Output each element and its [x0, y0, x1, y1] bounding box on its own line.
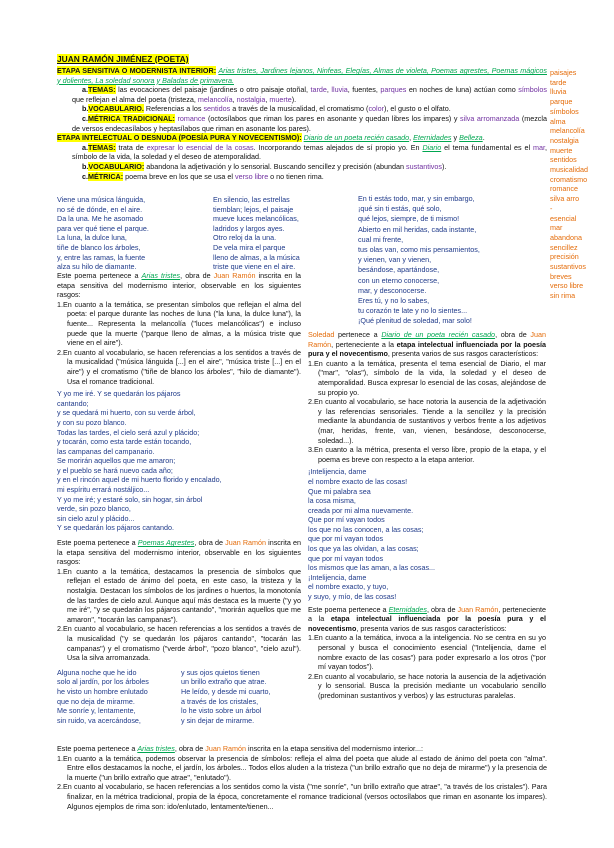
styled-text-run: ETAPA SENSITIVA O MODERNISTA INTERIOR: [57, 66, 217, 75]
poem-line: lo he visto sobre un árbol [181, 706, 262, 716]
styled-text-run: silva arromanzada [460, 113, 520, 123]
poem-line: la cosa misma, [308, 496, 356, 506]
poem-line: he visto un hombre enlutado [57, 686, 148, 696]
poem-soledad [358, 194, 546, 327]
stage-sensitiva-metrics [57, 114, 547, 133]
poem-line: Otro reloj da la una. [213, 233, 277, 243]
text-run: ). [441, 161, 447, 171]
analysis-point: 1.En cuanto a la temática, presenta el tema esencial de Diario, el mar ("mar", "olas"), símbolo de la vida, la soledad y el deseo de atemporalidad. Busca expresar lo esencial de las cosas, alejándose de su propio yo. [308, 358, 546, 397]
poem-line: ¡qué sin ti estás, qué solo, [358, 204, 442, 214]
poem-line: qué lejos, siempre, de ti mismo! [358, 214, 460, 224]
analysis-point: 1.En cuanto a la temática, destacamos la presencia de símbolos que reflejan el estado de ánimo del poeta, en este caso, la tristeza y la nostalgia. Destacan los símbolos de los jardines o huertos, la monotonía de las tardes de cielo azul. Aunque aquí más destaca es la muerte ("y yo me iré", "y se quedarán los pájaros cantando", "morirán aquellos que me amaron", "tocarán las campanas"). [57, 566, 301, 624]
stage-intelectual-metrics [57, 172, 547, 182]
analysis-point: 2.En cuanto al vocabulario, se hace notoria la ausencia de la adjetivación y lo sensorial. Busca la precisión mediante un vocabulario sencillo (predominan sustantivos y verbos) y las estructuras paralelas. [308, 671, 546, 700]
styled-text-run: c. [82, 171, 88, 181]
text-run: a través de la musicalidad, el cromatismo ( [230, 104, 369, 114]
poem-column [57, 668, 177, 726]
text-run: , [232, 94, 237, 104]
poem-line: cual mi frente, [358, 234, 404, 244]
styled-text-run: a. [82, 85, 88, 95]
poem-line: para ver qué tiene el parque. [57, 223, 149, 233]
styled-text-run: parques [380, 85, 407, 95]
styled-text-run: Arias tristes [137, 744, 175, 753]
poem-arias-stanza-1 [57, 195, 209, 272]
poem-line: solo al jardín, por los árboles [57, 677, 149, 687]
analysis-point: 2.En cuanto al vocabulario, se hace notoria la ausencia de la adjetivación y las referencias sensoriales. Tiende a la sencillez y la precisión mediante la abundancia de sustantivos y verbos frente a los adjetivos (mar, heridas, frente, van, vienen, besándose, desconocerse, soledad...). [308, 397, 546, 445]
poem-line: ¡Intelijencia, dame [308, 572, 367, 582]
margin-keyword: breves [550, 271, 572, 281]
page-title [57, 54, 547, 65]
text-run: y [451, 133, 460, 143]
poem-line: los que ya las olvidan, a las cosas; [308, 544, 419, 554]
margin-keyword: paisajes [550, 68, 577, 77]
text-run: poema breve en los que se usa el [123, 171, 236, 181]
text-run: Este poema pertenece a [308, 604, 389, 614]
poem-line: Viene una música lánguida, [57, 195, 146, 204]
margin-keyword: - [550, 203, 553, 213]
styled-text-run: Juan Ramón [205, 744, 246, 753]
text-run: , presenta varios de sus rasgos característicos: [356, 623, 507, 633]
left-column [57, 271, 301, 725]
margin-keyword: silva arro [550, 194, 580, 204]
styled-text-run: mar [533, 142, 546, 152]
poem-line: y tocarán, como esta tarde están tocando, [57, 437, 192, 447]
poem-line: Y se quedarán los pájaros cantando. [57, 523, 174, 533]
text-run: . [482, 133, 485, 143]
poem-line: Me sonríe y, lentamente, [57, 706, 136, 716]
page-title-text: JUAN RAMÓN JIMÉNEZ (POETA) [57, 54, 189, 64]
styled-text-run: expresar lo esencial de la cosas [146, 142, 254, 152]
margin-keyword: melancolía [550, 126, 585, 136]
poem-line: cantando; [57, 398, 89, 408]
stage-sensitiva-heading [57, 66, 547, 85]
poem-line: Todas las tardes, el cielo será azul y plácido; [57, 427, 200, 437]
text-run: , fuentes, [347, 85, 381, 95]
analysis-point: 3.En cuanto a la métrica, presenta el verso libre, propio de la etapa, y el poema es breve con respecto a la etapa anterior. [308, 445, 546, 464]
margin-keyword: verso libre [550, 281, 584, 291]
text-run: , perteneciente a la [331, 339, 397, 349]
poem-line: Y yo me iré. Y se quedarán los pájaros [57, 389, 181, 399]
styled-text-run: Soledad [308, 330, 335, 339]
styled-text-run: c. [82, 113, 88, 123]
poem-line: ¡Intelijencia, dame [308, 467, 367, 477]
margin-keyword: sencillez [550, 242, 578, 252]
styled-text-run: b. [82, 104, 89, 114]
styled-text-run: romance [177, 113, 206, 123]
poem-line: Que por mí vayan todos [308, 515, 385, 525]
text-run: , [409, 133, 414, 143]
poem-line: verde, sin pozo blanco, [57, 504, 131, 514]
text-run: , obra de [174, 744, 206, 753]
text-run: que reflejan el alma del poeta (tristeza, [72, 94, 198, 104]
poem-line: besándose, apartándose, [358, 265, 440, 275]
text-run: , símbolo de la vida, la soledad y el deseo de atemporalidad. [72, 142, 548, 162]
poem-line: sin cielo azul y plácido... [57, 513, 135, 523]
text-run: , obra de [194, 538, 226, 548]
poem-line: el nombre exacto, y tuyo, [308, 582, 389, 592]
margin-keyword: parque [550, 97, 573, 107]
poem-line: De vela mira el parque [213, 242, 286, 252]
poem-line: mar, y desconocerse. [358, 285, 427, 295]
poem-line: ¡Qué plenitud de soledad, mar solo! [358, 316, 472, 326]
analysis-point: 1.En cuanto a la temática, invoca a la inteligencia. No se centra en su yo personal y busca el conocimiento esencial ("Intelijencia, dame el nombre exacto de las cosas") para poder expresarlo a los otros ("por mí vayan todos"). [308, 633, 546, 672]
styled-text-run: melancolía [197, 94, 233, 104]
styled-text-run: sentidos [203, 104, 231, 114]
styled-text-run: Poemas Agrestes [137, 538, 195, 548]
poem-line: Alguna noche que he ido [57, 667, 137, 677]
styled-text-run: Juan Ramón [457, 604, 499, 614]
poem-line: En ti estás todo, mar, y sin embargo, [358, 194, 475, 203]
styled-text-run: Belleza [459, 133, 483, 143]
margin-keyword: tarde [550, 77, 567, 87]
styled-text-run: color [368, 104, 385, 114]
poem-line: que no deja de mirarme. [57, 696, 135, 706]
poem-line: ladridos y largos ayes. [213, 223, 285, 233]
styled-text-run: a. [82, 142, 88, 152]
analysis-intro [57, 744, 547, 754]
margin-keyword: mar [550, 223, 563, 233]
styled-text-run: lluvia [331, 85, 348, 95]
analysis-point: 2.En cuanto al vocabulario, se hacen referencias a los sentidos a través de la musicalidad ("y se quedarán los pájaros cantando", "tocarán las campanas") y el cromatismo ("verde árbol", "pozo blanco", "cielo azul"). Usa la silva arromanzada. [57, 624, 301, 663]
text-run: ). [291, 94, 297, 104]
text-run: inscrita en la etapa sensitiva del modernismo interior...: [246, 744, 423, 753]
poem-line: y se quedará mi huerto, con su verde árbol, [57, 408, 196, 418]
poem-line: tus olas van, como mis pensamientos, [358, 245, 480, 255]
poem-line: las campanas del campanario. [57, 446, 155, 456]
analysis-point: 2.En cuanto al vocabulario, se hacen referencias a los sentidos a través de la musicalidad ("música lánguida [...] en el aire", "música triste [...] en el aire") y el cromatismo ("tiñe de blanco los árboles", "hilo de diamante"). Usa el romance tradicional. [57, 347, 301, 386]
styled-text-run: VOCABULARIO. [88, 104, 144, 114]
margin-keyword: nostalgia [550, 135, 579, 145]
analysis-point: 1.En cuanto a la temática, podemos observar la presencia de símbolos: refleja el alma del poeta que alude al estado de ánimo del poeta con "alma". Entre ellos destacamos la noche, el jardín, los árboles... Todos ellos aluden a la tristeza ("un brillo extraño que no deja de mirarme") y la presencia de la muerte ("un brillo extraño que atrae", "enlutado"). [57, 753, 547, 782]
poem-line: con un eterno conocerse, [358, 275, 440, 285]
margin-keyword: romance [550, 184, 578, 194]
poem-line: mi espíritu errará nostáljico... [57, 485, 150, 495]
text-run: . Incorporando temas alejados de sí propio yo. En [253, 142, 423, 152]
text-run: , [326, 85, 332, 95]
styled-text-run: Juan Ramón [225, 538, 266, 548]
poem-line: creada por mi alma nuevamente. [308, 505, 414, 515]
poem-line: los que no las conocen, a las cosas; [308, 524, 424, 534]
poem-arias-stanza-2 [213, 195, 355, 272]
margin-keyword: abandona [550, 232, 582, 242]
margin-keyword: alma [550, 116, 566, 126]
margin-keyword: lluvia [550, 87, 567, 97]
margin-keyword: musicalidad [550, 165, 588, 175]
poem-intelijencia [308, 467, 546, 601]
styled-text-run: nostalgia [236, 94, 266, 104]
styled-text-run: Diario de un poeta recién casado [381, 330, 496, 339]
margin-keyword: sustantivos [550, 262, 586, 272]
analysis-point: 2.En cuanto al vocabulario, se hacen referencias a los sentidos como la vista ("me sonríe", "un brillo extraño que atrae", "a través de los cristales"). Para finalizar, en la métrica tradicional, propia de la época, concretamente el romance tradicional (versos octosílabos que riman en asonante los impares). Algunos ejemplos de rima son: ido/enlutado, lentamente/tienen... [57, 782, 547, 811]
styled-text-run: Arias tristes, Jardines lejanos, Ninfeas, Elegías, Almas de violeta, Poemas agrestes, Poemas mágicos y dolientes, La soledad sonora y Baladas de primavera. [57, 66, 547, 85]
poem-line: a través de los cristales, [181, 696, 259, 706]
text-run: Este poema pertenece a [57, 271, 142, 280]
margin-keywords [550, 68, 612, 301]
styled-text-run: Juan Ramón [308, 330, 546, 349]
poem-agrestes [57, 389, 301, 533]
styled-text-run: tarde [310, 85, 327, 95]
text-run: inscrita en la etapa sensitiva del modernismo interior, observable en los siguientes rasgos: [57, 271, 301, 300]
poem-line: el nombre exacto de las cosas! [308, 476, 408, 486]
text-run: , obra de [180, 271, 214, 280]
text-run: ), el gusto o el olfato. [384, 104, 451, 114]
text-run: , obra de [426, 604, 458, 614]
text-run: (octosílabos que riman los pares en asonante y quedan libres los impares) y [205, 113, 460, 123]
styled-text-run: Arias tristes [141, 271, 181, 280]
styled-text-run: sustantivos [406, 161, 442, 171]
poem-line: mueve luces melancólicas, [213, 214, 299, 224]
stage-sensitiva-vocabulary [57, 104, 547, 114]
text-run: , perteneciente a la [308, 604, 546, 624]
styled-text-run: Juan Ramón [213, 271, 256, 280]
poem-column [181, 668, 301, 726]
text-run: , [265, 94, 270, 104]
text-run: Este poema pertenece a [57, 538, 138, 548]
text-run: inscrita en la etapa sensitiva del modernismo interior, observable en los siguientes rasgos: [57, 538, 301, 567]
styled-text-run: símbolos [518, 85, 547, 95]
text-run: pertenece a [334, 330, 382, 339]
poem-line: y sus ojos quietos tienen [181, 667, 260, 677]
poem-line: y vienen, van y vienen, [358, 255, 432, 265]
text-run: , obra de [495, 330, 531, 339]
styled-text-run: b. [82, 161, 89, 171]
poem-line: y suyo, y mío, de las cosas! [308, 592, 397, 602]
styled-text-run: VOCABULARIO: [88, 161, 145, 171]
margin-keyword: cromatismo [550, 174, 588, 184]
poem-line: triste que viene en el aire. [213, 262, 296, 272]
text-run: en noches de luna) actúan como [406, 85, 519, 95]
analysis-point: 1.En cuanto a la temática, se presentan símbolos que reflejan el alma del poeta: el parque durante las noches de luna ("la luna, la dulce luna"), la fuente... Representa la melancolía ("luces melancólicas") e incluso puede que la muerte ("parque lleno de almas, a la música triste que viene en el aire"). [57, 299, 301, 348]
poem-line: los mismos que las aman, a las cosas... [308, 563, 436, 573]
margin-keyword: esencial [550, 213, 577, 223]
poem-line: Y yo me iré; y estaré solo, sin hogar, sin árbol [57, 494, 203, 504]
poem-line: Eres tú, y no lo sabes, [358, 296, 430, 306]
text-run: trata de [115, 142, 147, 152]
poem-line: Da la una. Me he asomado [57, 214, 144, 224]
poem-line: Abierto en mil heridas, cada instante, [358, 224, 477, 234]
styled-text-run: etapa intelectual influenciada por la poesía pura y el novecentismo [308, 339, 546, 359]
styled-text-run: Diario [422, 142, 442, 152]
styled-text-run: muerte [269, 94, 292, 104]
poem-line: alza su hilo de diamante. [57, 262, 137, 272]
poem-line: sin ruido, va acercándose, [57, 715, 141, 725]
poem-line: lleno de almas, a la música [213, 252, 300, 262]
poem-line: tiñe de blanco los árboles, [57, 242, 141, 252]
poem-line: no sé de dónde, en el aire. [57, 204, 143, 214]
styled-text-run: MÉTRICA TRADICIONAL: [88, 113, 175, 123]
bottom-analysis [57, 744, 547, 811]
poem-line: que por mí vayan todos [308, 553, 384, 563]
analysis-intro [57, 538, 301, 567]
poem-line: y el pueblo se hará nuevo cada año; [57, 465, 173, 475]
text-run: el tema fundamental es el [441, 142, 534, 152]
styled-text-run: TEMAS: [88, 85, 116, 95]
poem-line: tu corazón te late y no lo sientes... [358, 306, 468, 316]
stages-summary [57, 54, 547, 181]
poem-line: Se morirán aquellos que me amaron; [57, 456, 176, 466]
text-run: Este poema pertenece a [57, 744, 138, 753]
margin-keyword: precisión [550, 252, 579, 262]
poem-line: tiemblan; lejos, el paisaje [213, 204, 294, 214]
styled-text-run: TEMAS: [88, 142, 116, 152]
stage-intelectual-themes [57, 143, 547, 162]
styled-text-run: etapa intelectual influenciada por la poesía pura y el novecentismo [308, 614, 546, 633]
margin-keyword: sin rima [550, 291, 576, 301]
styled-text-run: Eternidades [388, 604, 427, 614]
text-run: , presenta varios de sus rasgos característicos: [387, 349, 539, 359]
margin-keyword: símbolos [550, 106, 579, 116]
analysis-intro [57, 271, 301, 300]
poem-arias-noche [57, 668, 301, 726]
text-run: abandona la adjetivación y lo sensorial. Buscando sencillez y precisión (abundan [144, 161, 407, 171]
styled-text-run: ETAPA INTELECTUAL O DESNUDA (POESÍA PURA Y NOVECENTISMO): [57, 133, 302, 143]
stage-sensitiva-themes [57, 85, 547, 104]
poem-line: y sin dejar de mirarme. [181, 715, 255, 725]
poem-line: Que mi palabra sea [308, 486, 371, 496]
margin-keyword: muerte [550, 145, 573, 155]
poem-line: y con su pozo blanco. [57, 417, 127, 427]
poem-line: un brillo extraño que atrae. [181, 677, 267, 687]
poem-line: La luna, la dulce luna, [57, 233, 127, 243]
text-run: (mezcla de versos endecasílabos y heptasílabos que riman en asonante los pares). [72, 113, 547, 133]
poem-line: He leído, y desde mi cuarto, [181, 686, 271, 696]
text-run: o no tienen rima. [268, 171, 324, 181]
right-column [308, 330, 546, 701]
poem-line: En silencio, las estrellas [213, 195, 290, 204]
text-run: las evocaciones del paisaje (jardines o otro paisaje otoñal, [115, 85, 311, 95]
styled-text-run: MÉTRICA: [88, 171, 124, 181]
styled-text-run: verso libre [235, 171, 269, 181]
styled-text-run: Eternidades [413, 133, 452, 143]
analysis-intro [308, 605, 546, 634]
poem-line: y, entre las ramas, la fuente [57, 252, 146, 262]
stage-intelectual-heading [57, 133, 547, 143]
poem-line: y en el rincón aquel de mi huerto florido y encalado, [57, 475, 222, 485]
stage-intelectual-vocabulary [57, 162, 547, 172]
styled-text-run: Diario de un poeta recién casado [303, 133, 410, 143]
text-run: Referencias a los [143, 104, 204, 114]
margin-keyword: sentidos [550, 155, 577, 165]
poem-line: que por mí vayan todos [308, 534, 384, 544]
analysis-intro [308, 330, 546, 359]
